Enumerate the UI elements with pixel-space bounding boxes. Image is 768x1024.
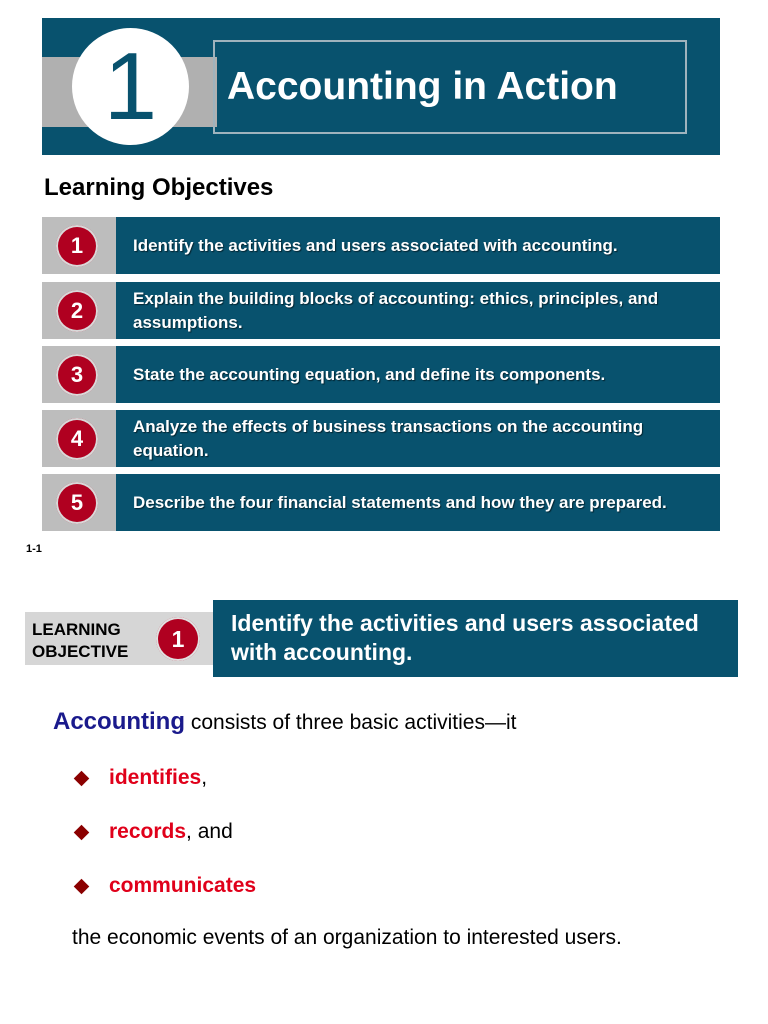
diamond-bullet-icon xyxy=(74,770,90,786)
objective-row-5 xyxy=(42,474,720,531)
bullet-keyword: records xyxy=(109,820,187,843)
bullet-keyword: communicates xyxy=(109,874,257,897)
page-number: 1-1 xyxy=(26,543,42,555)
objective-text: Analyze the effects of business transactions on the accounting equation. xyxy=(116,410,720,467)
chapter-title: Accounting in Action xyxy=(213,40,687,134)
chapter-number: 1 xyxy=(72,28,189,145)
definition-term: Accounting xyxy=(53,708,185,735)
bullet-item xyxy=(76,766,207,790)
definition-rest: consists of three basic activities—it xyxy=(185,711,517,734)
lo-label-line1: LEARNING xyxy=(32,620,121,639)
lo-number-badge: 1 xyxy=(156,617,200,661)
objective-row-1 xyxy=(42,217,720,274)
bullet-item xyxy=(76,820,233,844)
objective-text: State the accounting equation, and define its components. xyxy=(116,346,720,403)
closing-text: the economic events of an organization to interested users. xyxy=(72,926,622,949)
bullet-suffix: , and xyxy=(186,820,233,843)
objective-row-4 xyxy=(42,410,720,467)
objective-number-badge: 4 xyxy=(56,418,98,460)
objective-text: Explain the building blocks of accounting: ethics, principles, and assumptions. xyxy=(116,282,720,339)
learning-objective-label xyxy=(25,612,213,665)
objective-text: Describe the four financial statements and how they are prepared. xyxy=(116,474,720,531)
lo-label-line2: OBJECTIVE xyxy=(32,642,129,662)
objective-number-badge: 2 xyxy=(56,290,98,332)
diamond-bullet-icon xyxy=(74,878,90,894)
objectives-heading: Learning Objectives xyxy=(44,174,274,201)
bullet-suffix: , xyxy=(201,766,208,789)
diamond-bullet-icon xyxy=(74,824,90,840)
definition-line xyxy=(53,708,516,736)
objective-number-badge: 5 xyxy=(56,482,98,524)
bullet-keyword: identifies xyxy=(109,766,202,789)
objective-text: Identify the activities and users associated with accounting. xyxy=(116,217,720,274)
objective-row-3 xyxy=(42,346,720,403)
objective-number-badge: 1 xyxy=(56,225,98,267)
objective-row-2 xyxy=(42,282,720,339)
bullet-item xyxy=(76,874,256,898)
objective-number-badge: 3 xyxy=(56,354,98,396)
lo-title: Identify the activities and users associated with accounting. xyxy=(213,600,738,677)
